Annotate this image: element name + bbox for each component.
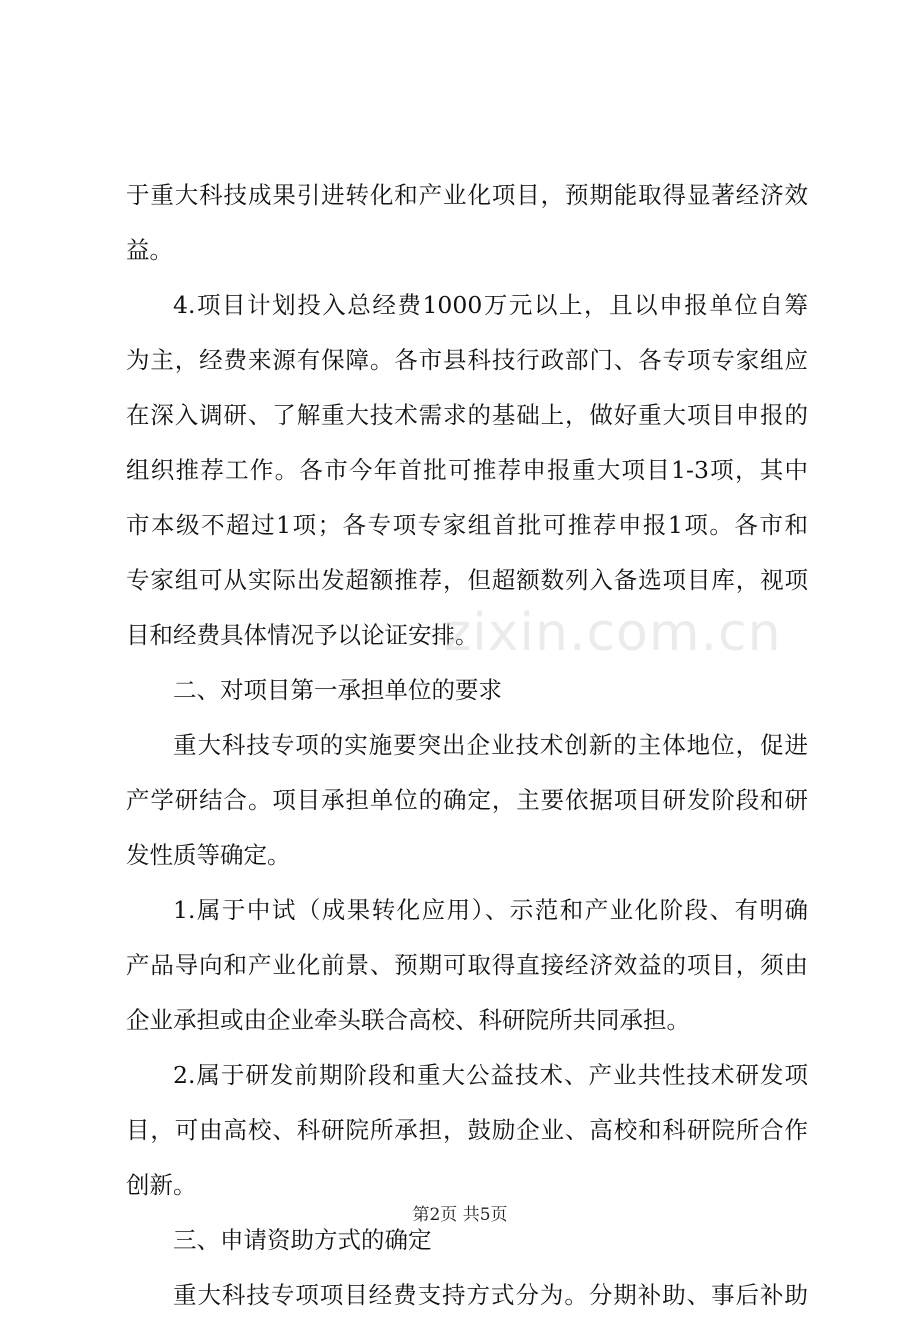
watermark: zixin.com.cn bbox=[444, 603, 782, 663]
body-line: 专家组可从实际出发超额推荐，但超额数列入备选项目库，视项 bbox=[126, 566, 808, 594]
body-line: 1.属于中试（成果转化应用）、示范和产业化阶段、有明确 bbox=[173, 896, 808, 924]
body-line: 重大科技专项的实施要突出企业技术创新的主体地位，促进 bbox=[173, 731, 808, 759]
body-line: 组织推荐工作。各市今年首批可推荐申报重大项目1-3项，其中 bbox=[126, 456, 808, 484]
body-line: 2.属于研发前期阶段和重大公益技术、产业共性技术研发项 bbox=[173, 1061, 808, 1089]
body-line: 发性质等确定。 bbox=[126, 841, 291, 869]
section-heading: 三、申请资助方式的确定 bbox=[173, 1226, 432, 1254]
page-number-footer: 第2页 共5页 bbox=[412, 1205, 508, 1225]
document-body bbox=[126, 168, 808, 1323]
body-line: 益。 bbox=[126, 236, 173, 264]
body-line: 于重大科技成果引进转化和产业化项目，预期能取得显著经济效 bbox=[126, 181, 808, 209]
body-line: 重大科技专项项目经费支持方式分为。分期补助、事后补助 bbox=[173, 1281, 808, 1309]
body-line: 目，可由高校、科研院所承担，鼓励企业、高校和科研院所合作 bbox=[126, 1116, 808, 1144]
body-line: 市本级不超过1项；各专项专家组首批可推荐申报1项。各市和 bbox=[126, 511, 808, 539]
body-line: 目和经费具体情况予以论证安排。 bbox=[126, 621, 479, 649]
body-line: 企业承担或由企业牵头联合高校、科研院所共同承担。 bbox=[126, 1006, 690, 1034]
body-line: 产学研结合。项目承担单位的确定，主要依据项目研发阶段和研 bbox=[126, 786, 808, 814]
body-line: 产品导向和产业化前景、预期可取得直接经济效益的项目，须由 bbox=[126, 951, 808, 979]
body-line: 创新。 bbox=[126, 1171, 197, 1199]
section-heading: 二、对项目第一承担单位的要求 bbox=[173, 676, 502, 704]
body-line: 4.项目计划投入总经费1000万元以上，且以申报单位自筹 bbox=[173, 291, 808, 319]
body-line: 为主，经费来源有保障。各市县科技行政部门、各专项专家组应 bbox=[126, 346, 808, 374]
body-line: 在深入调研、了解重大技术需求的基础上，做好重大项目申报的 bbox=[126, 401, 808, 429]
